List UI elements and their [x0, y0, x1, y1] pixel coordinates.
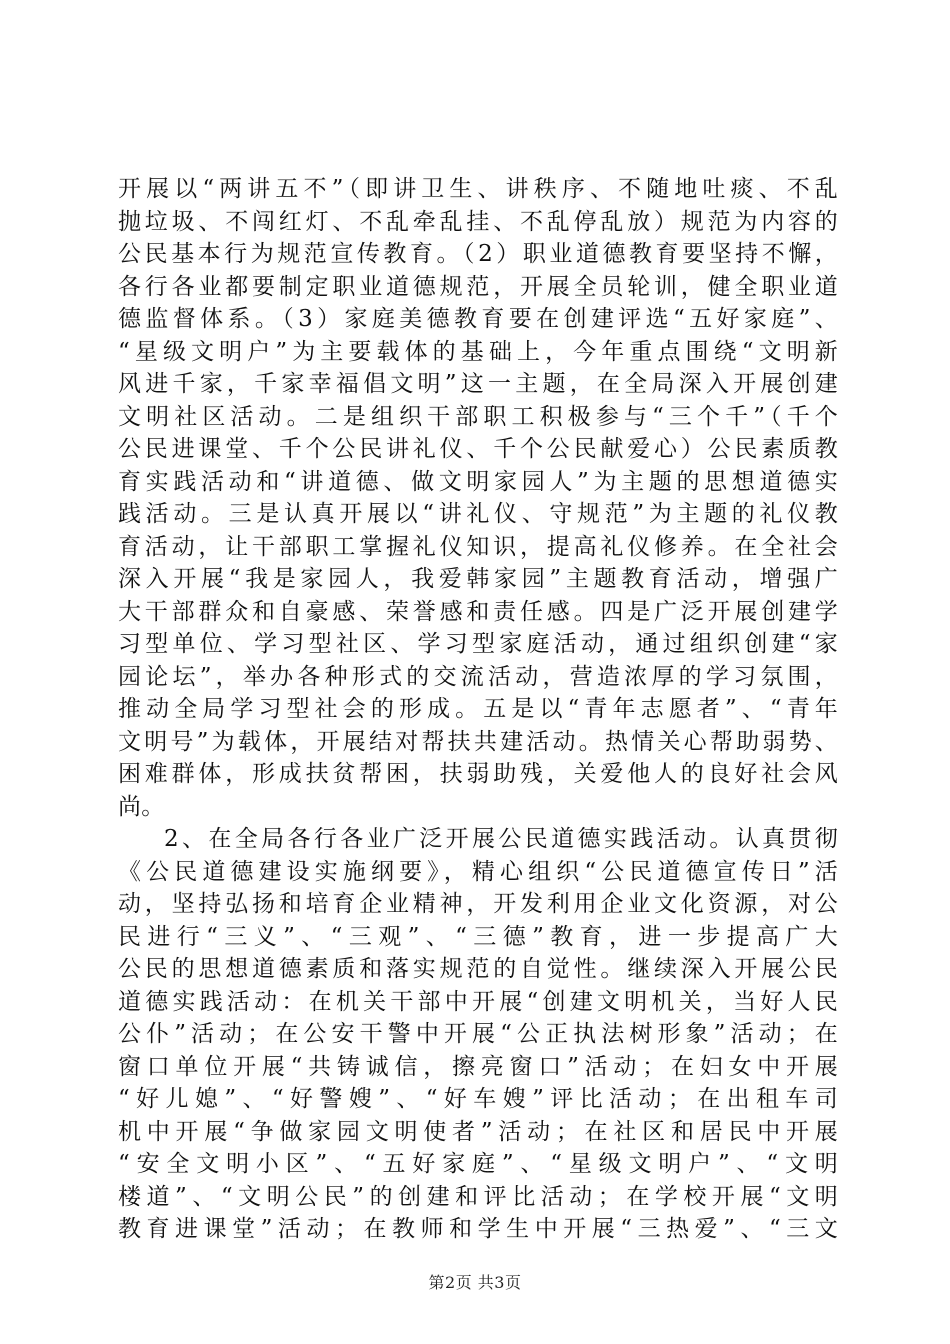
text-line: 文明号”为载体，开展结对帮扶共建活动。热情关心帮助弱势、 — [118, 728, 838, 755]
text-line: 园论坛”，举办各种形式的交流活动，营造浓厚的学习氛围， — [118, 663, 838, 690]
text-line: 动，坚持弘扬和培育企业精神，开发利用企业文化资源，对公 — [118, 891, 838, 917]
paragraph-1 — [118, 173, 838, 823]
paragraph-2 — [118, 823, 838, 1246]
text-line: “好儿媳”、“好警嫂”、“好车嫂”评比活动；在出租车司 — [118, 1086, 838, 1112]
text-line: 楼道”、“文明公民”的创建和评比活动；在学校开展“文明 — [118, 1183, 838, 1210]
page-number: 第2页 共3页 — [428, 1273, 522, 1292]
text-line: 育实践活动和“讲道德、做文明家园人”为主题的思想道德实 — [118, 468, 838, 495]
text-line: 践活动。三是认真开展以“讲礼仪、守规范”为主题的礼仪教 — [118, 501, 838, 527]
text-line: 民进行“三义”、“三观”、“三德”教育，进一步提高广大 — [118, 923, 838, 950]
text-line: “星级文明户”为主要载体的基础上，今年重点围绕“文明新 — [118, 338, 838, 365]
text-line: 教育进课堂”活动；在教师和学生中开展“三热爱”、“三文 — [118, 1216, 838, 1242]
text-line: “安全文明小区”、“五好家庭”、“星级文明户”、“文明 — [118, 1151, 838, 1177]
text-line: 公民进课堂、千个公民讲礼仪、千个公民献爱心）公民素质教 — [118, 436, 838, 462]
text-line: 抛垃圾、不闯红灯、不乱牵乱挂、不乱停乱放）规范为内容的 — [118, 208, 838, 235]
text-line: 各行各业都要制定职业道德规范，开展全员轮训，健全职业道 — [118, 273, 838, 300]
text-line: 窗口单位开展“共铸诚信，擦亮窗口”活动；在妇女中开展 — [118, 1053, 838, 1080]
text-line: 风进千家，千家幸福倡文明”这一主题，在全局深入开展创建 — [118, 371, 838, 397]
text-line: 育活动，让干部职工掌握礼仪知识，提高礼仪修养。在全社会 — [118, 533, 838, 560]
text-line: 2、在全局各行各业广泛开展公民道德实践活动。认真贯彻 — [164, 826, 838, 852]
page-footer — [0, 1270, 950, 1293]
text-line: 大干部群众和自豪感、荣誉感和责任感。四是广泛开展创建学 — [118, 598, 838, 625]
text-line: 深入开展“我是家园人，我爱韩家园”主题教育活动，增强广 — [118, 566, 838, 592]
text-line: 习型单位、学习型社区、学习型家庭活动，通过组织创建“家 — [118, 631, 838, 657]
text-line: 尚。 — [118, 793, 165, 820]
text-line: 道德实践活动：在机关干部中开展“创建文明机关，当好人民 — [118, 988, 838, 1015]
text-line: 公民基本行为规范宣传教育。（2）职业道德教育要坚持不懈， — [118, 241, 838, 267]
text-line: 《公民道德建设实施纲要》，精心组织“公民道德宣传日”活 — [118, 858, 838, 885]
text-line: 困难群体，形成扶贫帮困，扶弱助残，关爱他人的良好社会风 — [118, 761, 838, 787]
text-line: 推动全局学习型社会的形成。五是以“青年志愿者”、“青年 — [118, 696, 838, 722]
text-line: 机中开展“争做家园文明使者”活动；在社区和居民中开展 — [118, 1118, 838, 1145]
text-line: 文明社区活动。二是组织干部职工积极参与“三个千”（千个 — [118, 403, 838, 430]
text-line: 德监督体系。（3）家庭美德教育要在创建评选“五好家庭”、 — [118, 306, 838, 332]
text-line: 公仆”活动；在公安干警中开展“公正执法树形象”活动；在 — [118, 1021, 838, 1047]
body-text — [118, 173, 838, 1246]
text-line: 开展以“两讲五不”（即讲卫生、讲秩序、不随地吐痰、不乱 — [118, 176, 838, 202]
text-line: 公民的思想道德素质和落实规范的自觉性。继续深入开展公民 — [118, 956, 838, 982]
